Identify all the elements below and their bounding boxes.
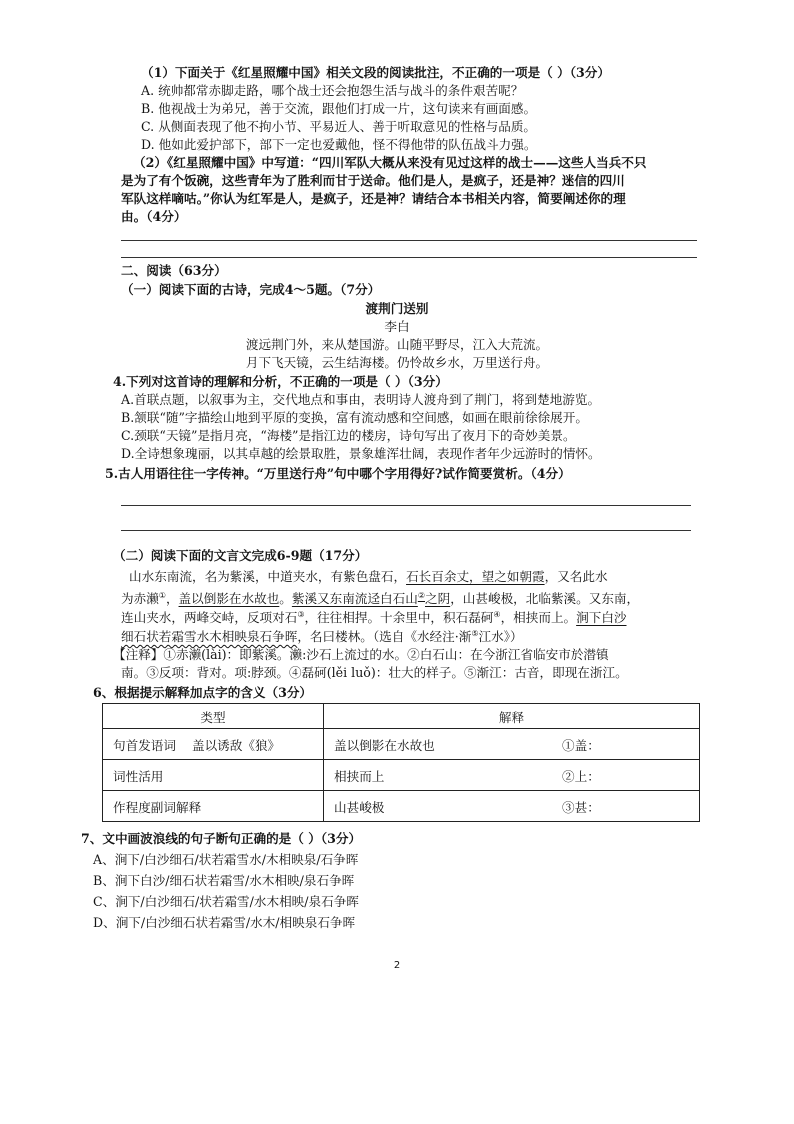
underlined-phrase: 盖以倒影在水故也 [178, 591, 280, 607]
q2-line-3: 军队这样嘀咕。”你认为红军是人，是疯子，还是神？请结合本书相关内容，简要阐述你的理 [121, 191, 626, 206]
answer-line [121, 530, 691, 531]
poem-title: 渡荆门送别 [365, 301, 429, 316]
table-row [103, 729, 700, 760]
q2-line-4: 由。（4分） [121, 209, 187, 224]
note-line-1: 【注释】①赤濑(lài)：即紫溪。濑:沙石上流过的水。②白石山：在今浙江省临安市於潜镇 [113, 647, 609, 662]
poem-line-1: 渡远荆门外，来从楚国游。山随平野尽，江入大荒流。 [245, 337, 549, 352]
passage-line-2: 为赤濑①，盖以倒影在水故也。紫溪又东南流迳白石山②之阴，山甚峻极，北临紫溪。又东南， [121, 591, 640, 607]
q4-option-a: A.首联点题，以叙事为主，交代地点和事由，表明诗人渡舟到了荆门，将到楚地游览。 [121, 392, 601, 407]
table-cell: 句首发语词 盖以诱敌《狼》 [103, 729, 324, 760]
q4-title: 4.下列对这首诗的理解和分析，不正确的一项是（ ）（3分） [113, 374, 448, 389]
passage-line-4: 细石状若霜雪水木相映泉石争晖，名曰楼林。（选自《水经注·渐⑤江水》） [121, 629, 523, 645]
table-cell: 山甚峻极 ③甚： [324, 791, 700, 822]
q1-option-b: B. 他视战士为弟兄，善于交流，跟他们打成一片，这句读来有画面感。 [141, 101, 537, 116]
q2-line-1: （2）《红星照耀中国》中写道：“四川军队大概从来没有见过这样的战士——这些人当兵不只 [133, 155, 647, 170]
q7-option-b: B、涧下白沙/细石状若霜雪/水木相映/泉石争晖 [93, 873, 355, 888]
q4-option-d: D.全诗想象瑰丽，以其卓越的绘景取胜，景象雄浑壮阔，表现作者年少远游时的情怀。 [121, 446, 601, 461]
answer-line [121, 240, 697, 241]
subsection-title: （一）阅读下面的古诗，完成4～5题。（7分） [121, 282, 381, 297]
table-cell: 作程度副词解释 [103, 791, 324, 822]
passage-line-1: 山水东南流，名为紫溪，中道夹水，有紫色盘石，石长百余丈，望之如朝霞，又名此水 [129, 569, 608, 584]
q1-option-c: C. 从侧面表现了他不拘小节、平易近人、善于听取意见的性格与品质。 [141, 119, 537, 134]
q4-option-b: B.颔联“随”字描绘山地到平原的变换，富有流动感和空间感，如画在眼前徐徐展开。 [121, 410, 588, 425]
q7-title: 7、文中画波浪线的句子断句正确的是（ ）（3分） [81, 831, 362, 846]
q6-title: 6、根据提示解释加点字的含义（3分） [93, 685, 313, 700]
q7-option-d: D、涧下/白沙细石状若霜雪/水木/相映泉石争晖 [93, 915, 356, 930]
page-number: 2 [393, 960, 401, 971]
table-header: 类型 [103, 704, 324, 729]
q1-title: （1）下面关于《红星照耀中国》相关文段的阅读批注，不正确的一项是（ ）（3分） [141, 65, 610, 80]
answer-line [121, 505, 691, 506]
q5-title: 5.古人用语往往一字传神。“万里送行舟”句中哪个字用得好?试作简要赏析。（4分） [105, 466, 571, 481]
wenyan-title: （二）阅读下面的文言文完成6-9题（17分） [113, 548, 368, 563]
table-row [103, 760, 700, 791]
table-cell: 词性活用 [103, 760, 324, 791]
q2-line-2: 是为了有个饭碗，这些青年为了胜利而甘于送命。他们是人，是疯子，还是神？迷信的四川 [121, 173, 625, 188]
table-header: 解释 [324, 704, 700, 729]
underlined-phrase: 石长百余丈，望之如朝霞 [406, 569, 545, 584]
table-row [103, 791, 700, 822]
answer-line [121, 257, 697, 258]
section-title: 二、阅读（63分） [121, 263, 227, 278]
q7-option-a: A、涧下/白沙细石/状若霜雪水/木相映泉/石争晖 [93, 852, 359, 867]
q4-option-c: C.颈联“天镜”是指月亮，“海楼”是指江边的楼房，诗句写出了夜月下的奇妙美景。 [121, 428, 576, 443]
passage-line-3: 连山夹水，两峰交峙，反项对石③，往往相捍。十余里中，积石磊砢④，相挟而上。涧下白沙 [121, 610, 627, 626]
annotation-table [102, 703, 700, 822]
wavy-underlined-sentence: 细石状若霜雪水木相映泉石争晖 [121, 629, 298, 645]
table-cell: 盖以倒影在水故也 ①盖： [324, 729, 700, 760]
poem-author: 李白 [384, 319, 410, 334]
q7-option-c: C、涧下/白沙细石/状若霜雪/水木相映/泉石争晖 [93, 894, 359, 909]
q1-option-a: A. 统帅都常赤脚走路，哪个战士还会抱怨生活与战斗的条件艰苦呢？ [141, 83, 524, 98]
underlined-phrase: 紫溪又东南流迳白石山 [291, 591, 418, 607]
poem-line-2: 月下飞天镜，云生结海楼。仍怜故乡水，万里送行舟。 [245, 355, 549, 370]
q1-option-d: D. 他如此爱护部下，部下一定也爱戴他，怪不得他带的队伍战斗力强。 [141, 137, 537, 152]
note-line-2: 南。③反项：背对。项:脖颈。④磊砢(lěi luǒ)：壮大的样子。⑤渐江：古音，即现在浙江。 [121, 665, 628, 680]
table-cell: 相挟而上 ②上： [324, 760, 700, 791]
